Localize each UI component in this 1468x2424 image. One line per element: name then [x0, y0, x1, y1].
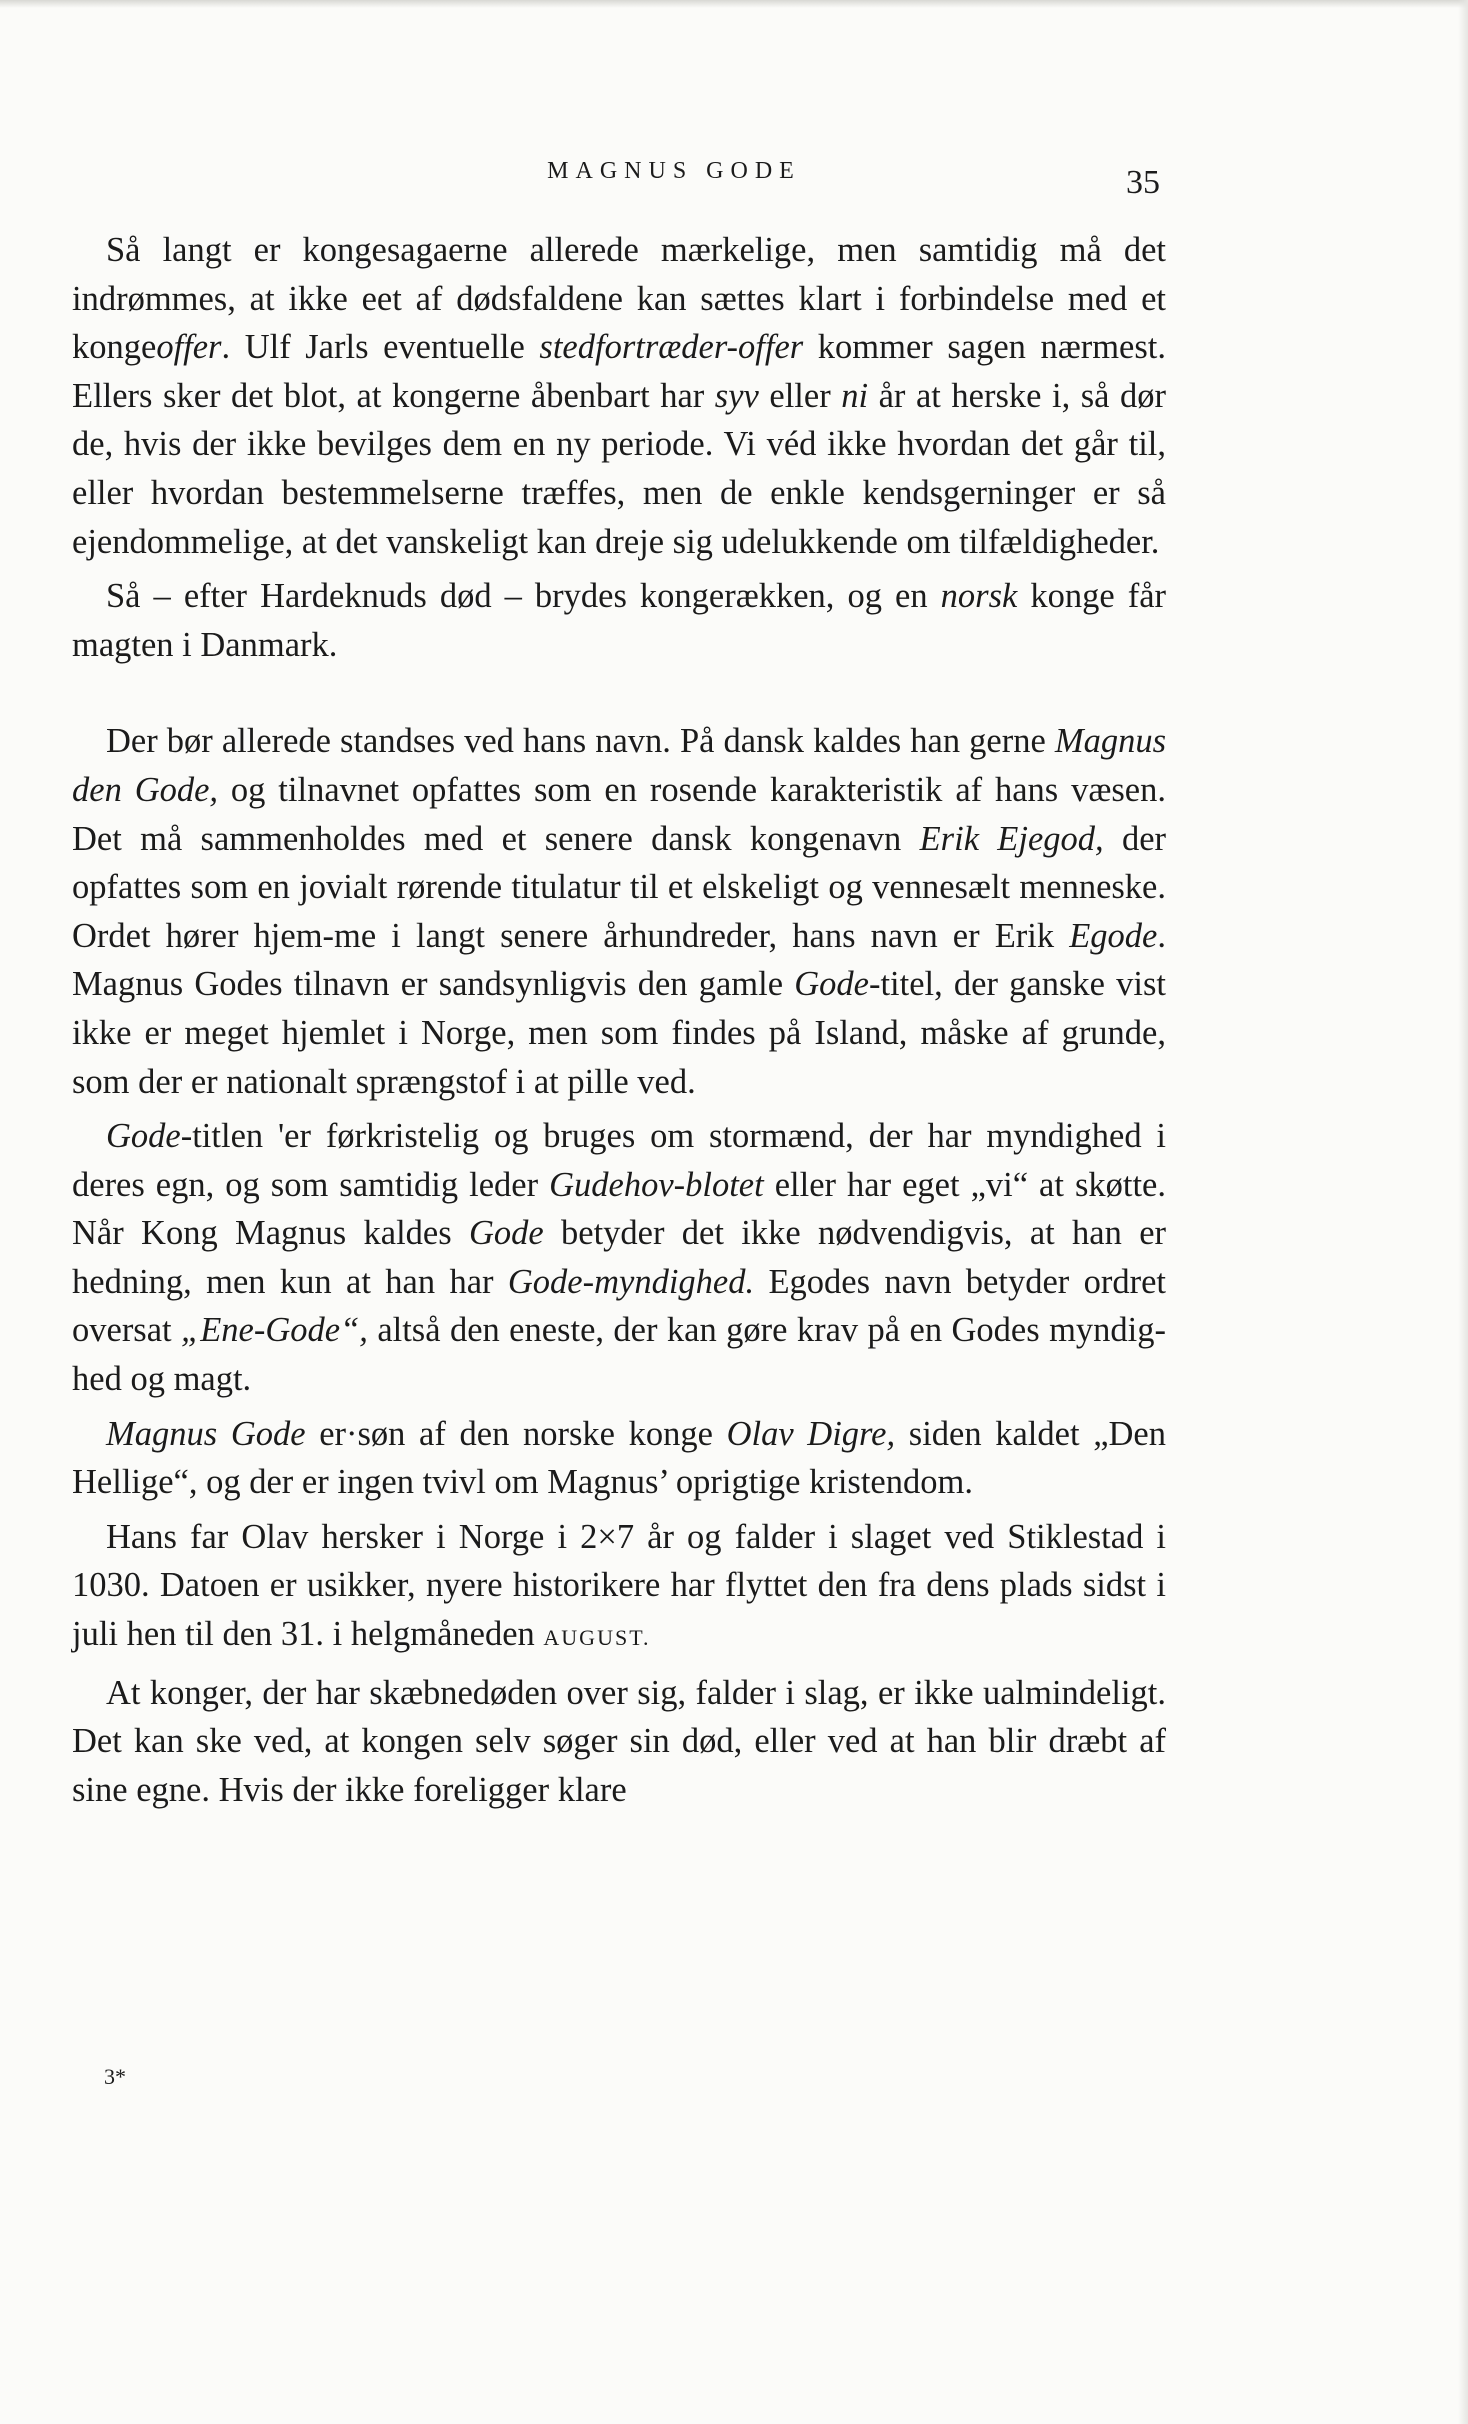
italic-text: Gudehov-blotet — [549, 1165, 764, 1204]
text-run: Så langt er kongesagaerne allerede mærkelige, men samtidig må det indrømmes, at ikke eet af dødsfaldene kan sættes klart i forbindelse med et konge — [72, 231, 1166, 367]
paragraph — [72, 1112, 1166, 1404]
running-title: MAGNUS GODE — [547, 158, 801, 184]
text-run: eller — [758, 376, 842, 415]
text-run: At konger, der har skæbnedøden over sig, falder i slag, er ikke ualmindeligt. Det kan ske ved, at kongen selv søger sin død, eller ved at han blir dræbt af sine egne. Hvis der ikke foreligger klare — [72, 1673, 1166, 1809]
text-run: betyder det ikke nødvendigvis, at han er hedning, men kun at han har — [72, 1214, 1166, 1301]
italic-text: Gode — [106, 1117, 181, 1156]
italic-text: Egode — [1069, 916, 1158, 955]
italic-text: norsk — [940, 577, 1018, 616]
italic-text: offer — [156, 328, 222, 367]
italic-text: Gode — [468, 1214, 544, 1253]
page-number: 35 — [1126, 164, 1160, 201]
italic-text: Erik Ejegod, — [919, 819, 1104, 858]
text-run: Hans far Olav hersker i Norge i 2×7 år og falder i slaget ved Stiklestad i 1030. Datoen er usikker, nyere historikere har flyttet den fra dens plads sidst i juli hen til den 31. i helgmåneden — [72, 1517, 1166, 1654]
text-run: eller har eget „vi“ at skøtte. Når Kong Magnus kaldes — [72, 1165, 1166, 1253]
italic-text: „Ene-Gode“, — [181, 1311, 368, 1350]
italic-text: Olav Digre, — [726, 1414, 896, 1453]
text-run: kommer sagen nærmest. Ellers sker det blot, at kongerne åbenbart har — [72, 328, 1166, 415]
body-text — [72, 226, 1166, 1814]
text-run: . Ulf Jarls eventuelle — [221, 328, 540, 367]
text-run: konge får magten i Danmark. — [72, 577, 1167, 664]
italic-text: syv — [714, 376, 759, 415]
text-run: år at herske i, så dør de, hvis der ikke bevilges dem en ny periode. Vi véd ikke hvordan det går til, eller hvordan bestemmelserne træffes, men de enkle kendsgerninger er så ejendommelige, at det vanskeligt kan dreje sig udelukkende om tilfældigheder. — [72, 376, 1166, 561]
text-run: altså den eneste, der kan gøre krav på en Godes myndig-hed og magt. — [72, 1311, 1166, 1399]
text-run: er·søn af den norske konge — [305, 1414, 727, 1453]
text-run: og tilnavnet opfattes som en rosende karakteristik af hans væsen. Det må sammenholdes med et senere dansk kongenavn — [72, 770, 1166, 858]
italic-text: stedfortræder-offer — [539, 328, 804, 367]
italic-text: Magnus den Gode, — [72, 722, 1166, 809]
page-binding-edge — [1458, 0, 1468, 2424]
italic-text: Gode — [794, 965, 869, 1004]
paragraph — [72, 572, 1166, 669]
text-run: -titel, der ganske vist ikke er meget hjemlet i Norge, men som findes på Island, måske af grunde, som der er nationalt sprængstof i at pille ved. — [72, 965, 1166, 1101]
italic-text: Magnus Gode — [106, 1414, 306, 1453]
text-run: Der bør allerede standses ved hans navn. På dansk kaldes han gerne — [106, 722, 1055, 761]
signature-mark: 3* — [104, 2064, 126, 2089]
text-run: Egodes navn betyder ordret oversat — [72, 1262, 1167, 1350]
text-run: siden kaldet „Den Hellige“, og der er ingen tvivl om Magnus’ oprigtige kristendom. — [72, 1414, 1166, 1502]
italic-text: ni — [841, 376, 869, 415]
text-run: Så – efter Hardeknuds død – brydes kongerækken, og en — [106, 577, 941, 616]
text-run: . Magnus Godes tilnavn er sandsynligvis den gamle — [72, 916, 1166, 1004]
text-run: der opfattes som en jovialt rørende titulatur til et elskeligt og vennesælt menneske. Ordet hører hjem-me i langt senere århundreder, hans navn er Erik — [72, 819, 1166, 955]
paragraph — [72, 1410, 1166, 1507]
paragraph — [72, 1669, 1166, 1815]
paragraph — [72, 717, 1166, 1106]
page-top-shadow — [0, 0, 1468, 8]
italic-text: Gode-myndighed. — [507, 1262, 755, 1301]
paragraph — [72, 1513, 1166, 1663]
text-run: -titlen 'er førkristelig og bruges om stormænd, der har myndighed i deres egn, og som samtidig leder — [72, 1117, 1166, 1204]
small-caps-text: AUGUST. — [543, 1625, 651, 1651]
paragraph — [72, 226, 1166, 566]
